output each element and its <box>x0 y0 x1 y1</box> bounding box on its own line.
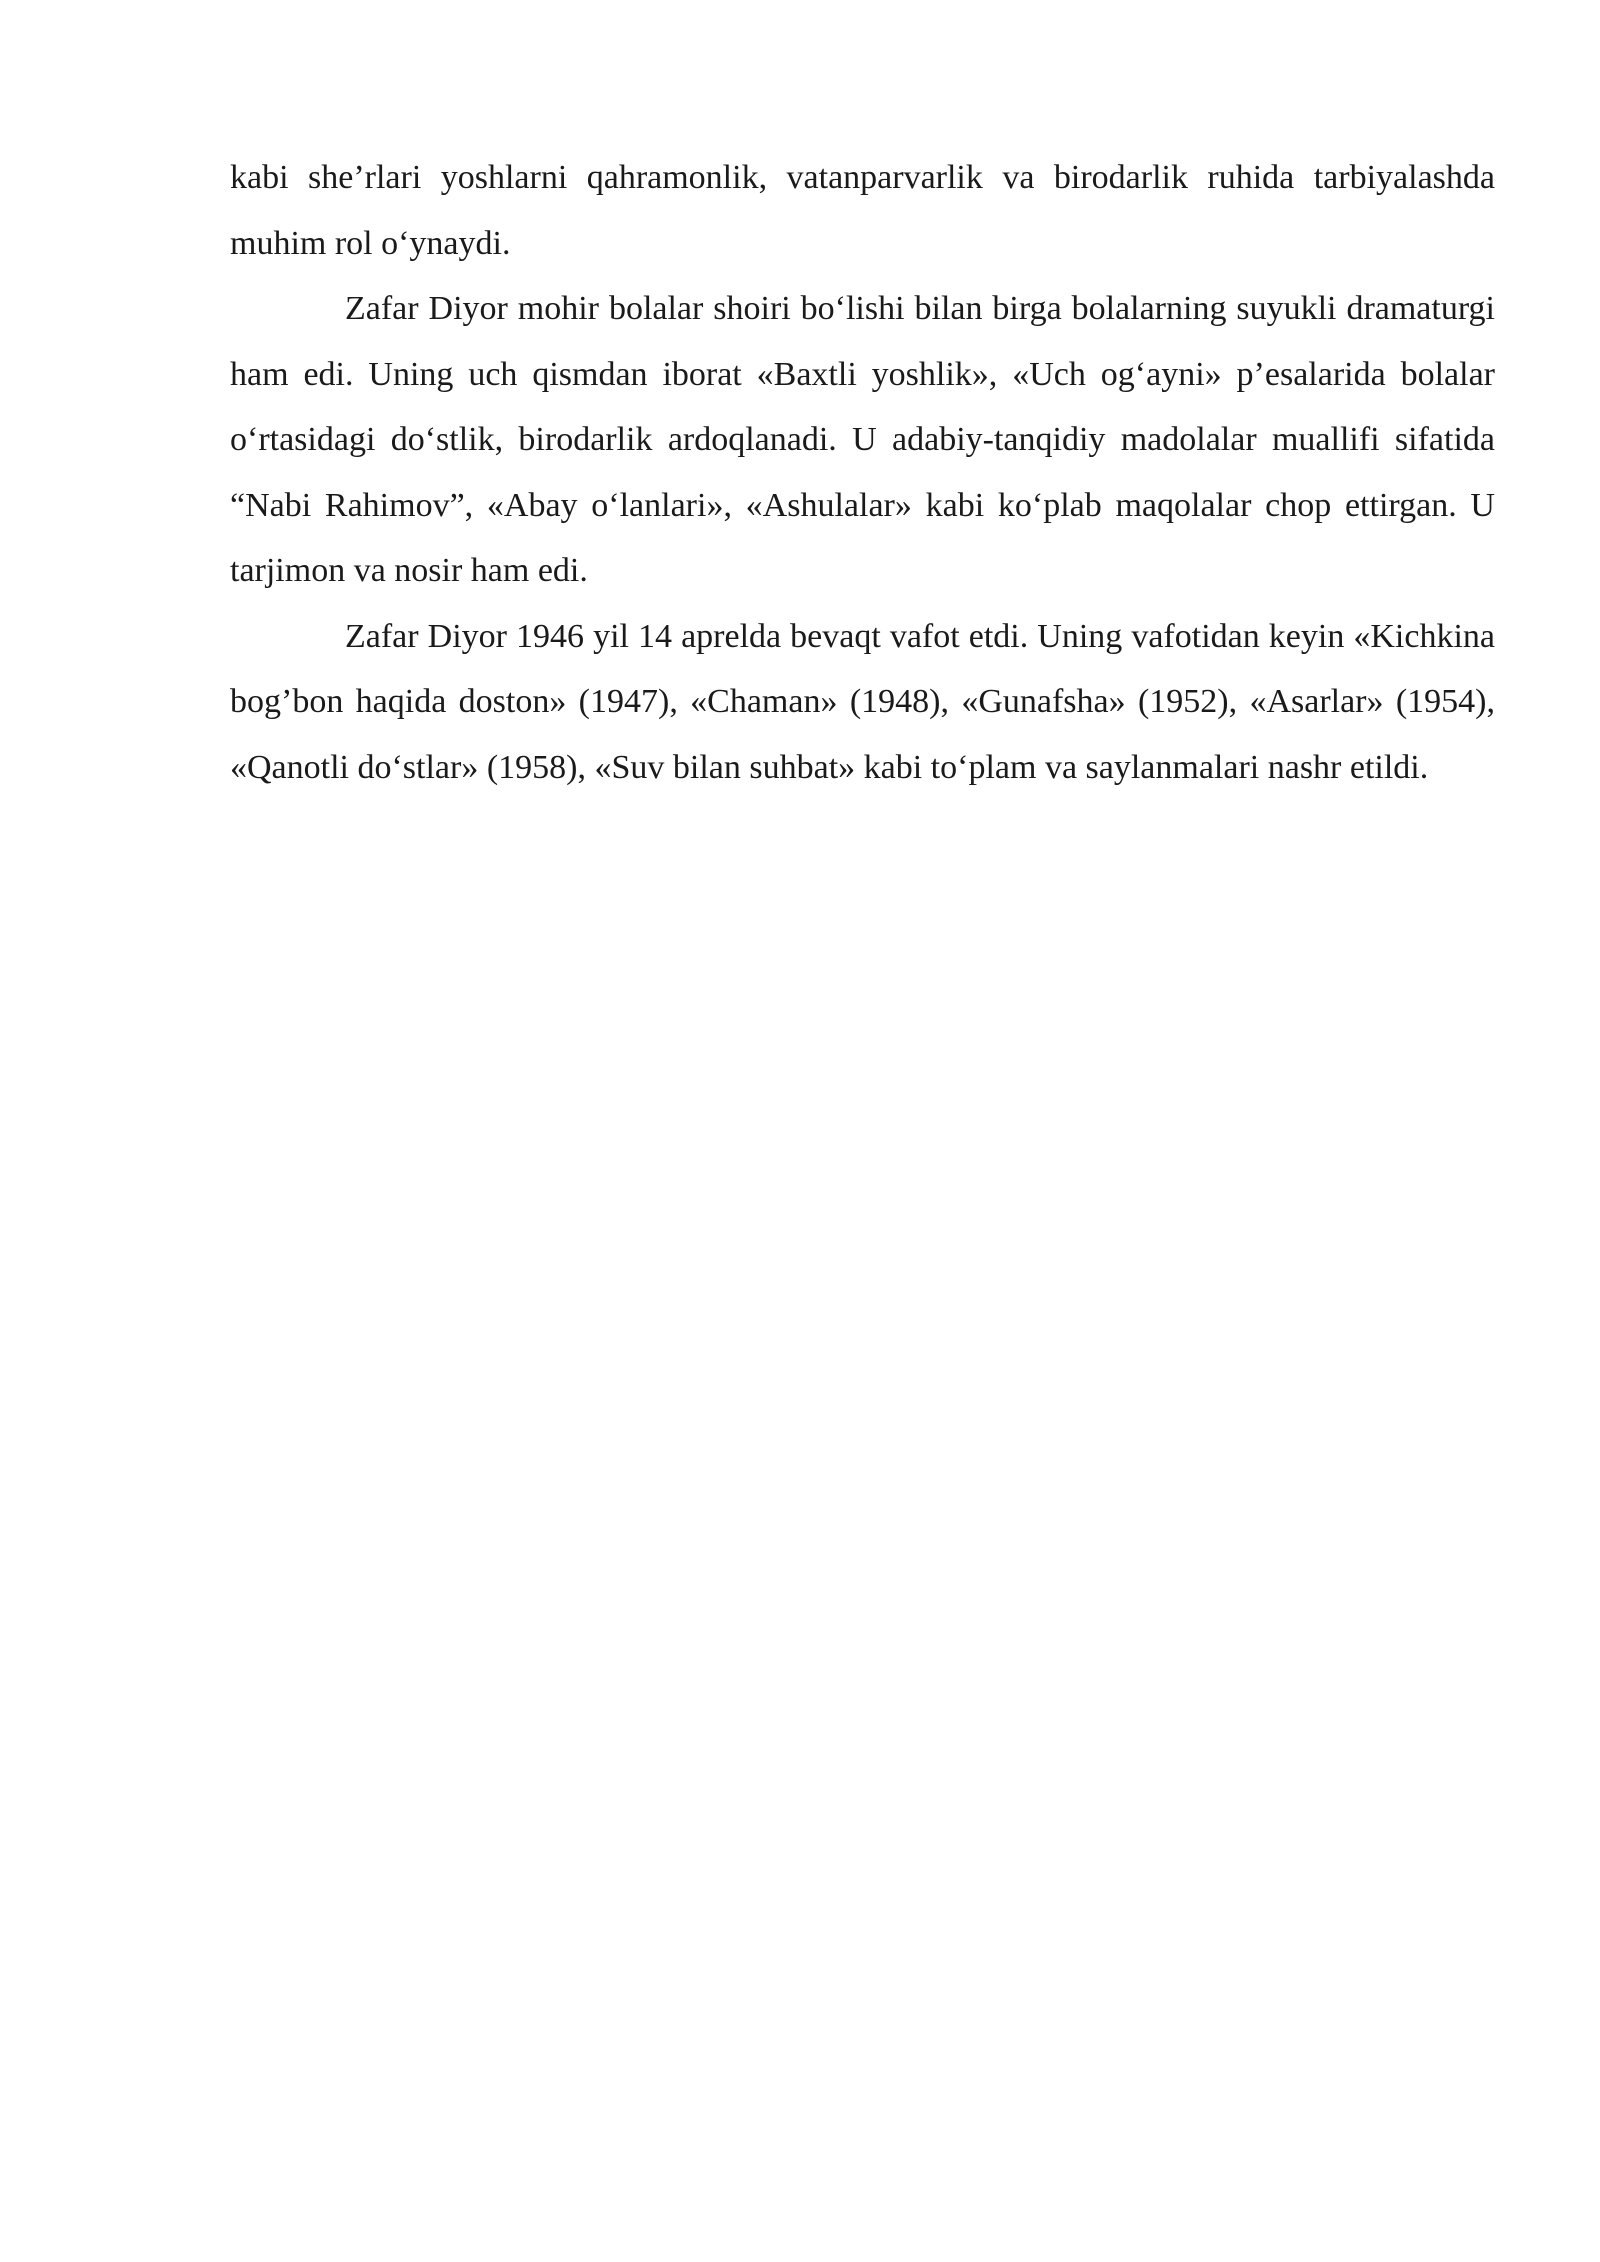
paragraph-dramaturgy: Zafar Diyor mohir bolalar shoiri bo‘lishi bilan birga bolalarning suyukli dramaturgi ham edi. Uning uch qismdan iborat «Baxtli yoshlik», «Uch og‘ayni» p’esalarida bolalar o‘rtasidagi do‘stlik, birodarlik ardoqlanadi. U adabiy-tanqidiy madolalar muallifi sifatida “Nabi Rahimov”, «Abay o‘lanlari», «Ashulalar» kabi ko‘plab maqolalar chop ettirgan. U tarjimon va nosir ham edi. <box>230 290 1495 589</box>
paragraph-death-publications: Zafar Diyor 1946 yil 14 aprelda bevaqt vafot etdi. Uning vafotidan keyin «Kichkina bog’bon haqida doston» (1947), «Chaman» (1948), «Gunafsha» (1952), «Asarlar» (1954), «Qanotli do‘stlar» (1958), «Suv bilan suhbat» kabi to‘plam va saylanmalari nashr etildi. <box>230 617 1495 786</box>
paragraph-continuation: kabi she’rlari yoshlarni qahramonlik, vatanparvarlik va birodarlik ruhida tarbiyalashda muhim rol o‘ynaydi. <box>230 159 1495 262</box>
body-text <box>230 145 1495 800</box>
